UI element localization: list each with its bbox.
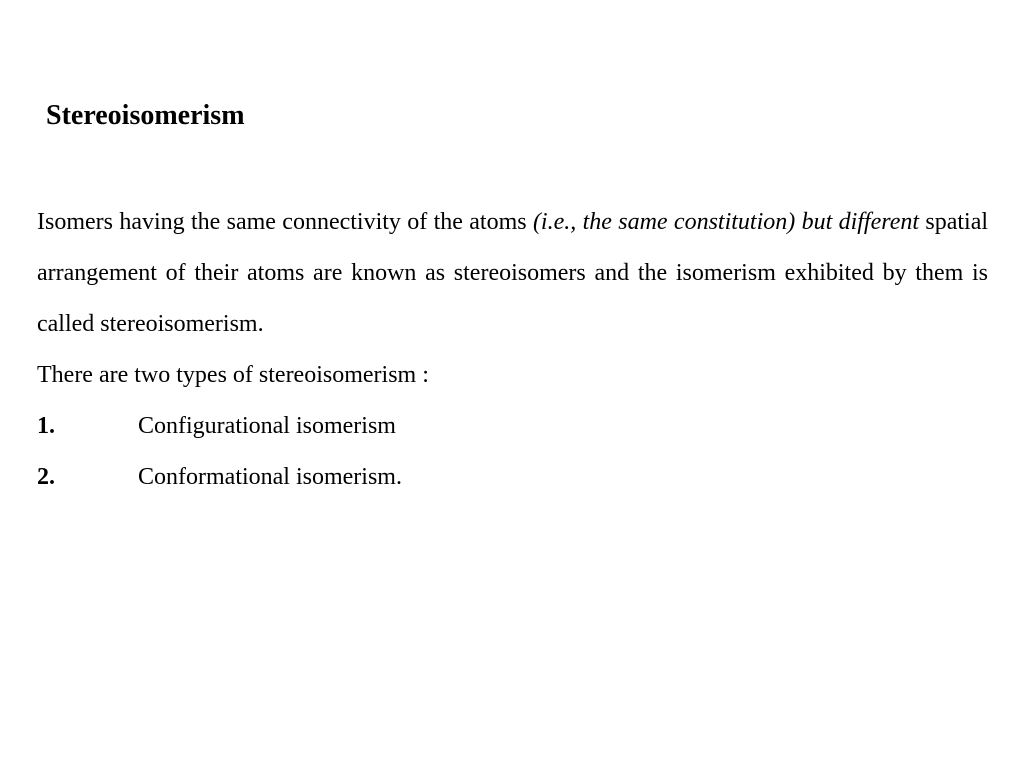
definition-text-end: spatial arrangement of their atoms are known as stereoisomers and the isomerism exhibited by them is called stereoisomerism. [37,209,989,337]
types-intro: There are two types of stereoisomerism : [37,362,429,388]
definition-paragraph [37,197,988,350]
list-item-number: 2. [37,464,55,490]
definition-text-start: Isomers having the same connectivity of the atoms [37,209,527,235]
list-item [37,401,988,452]
list-item-label: Conformational isomerism. [138,464,402,490]
list-item-label: Configurational isomerism [138,413,396,439]
list-item-number: 1. [37,413,55,439]
slide-title: Stereoisomerism [46,100,245,131]
slide-body [37,197,988,503]
list-item [37,452,988,503]
definition-italic-phrase: (i.e., the same constitution) but different [532,209,920,235]
